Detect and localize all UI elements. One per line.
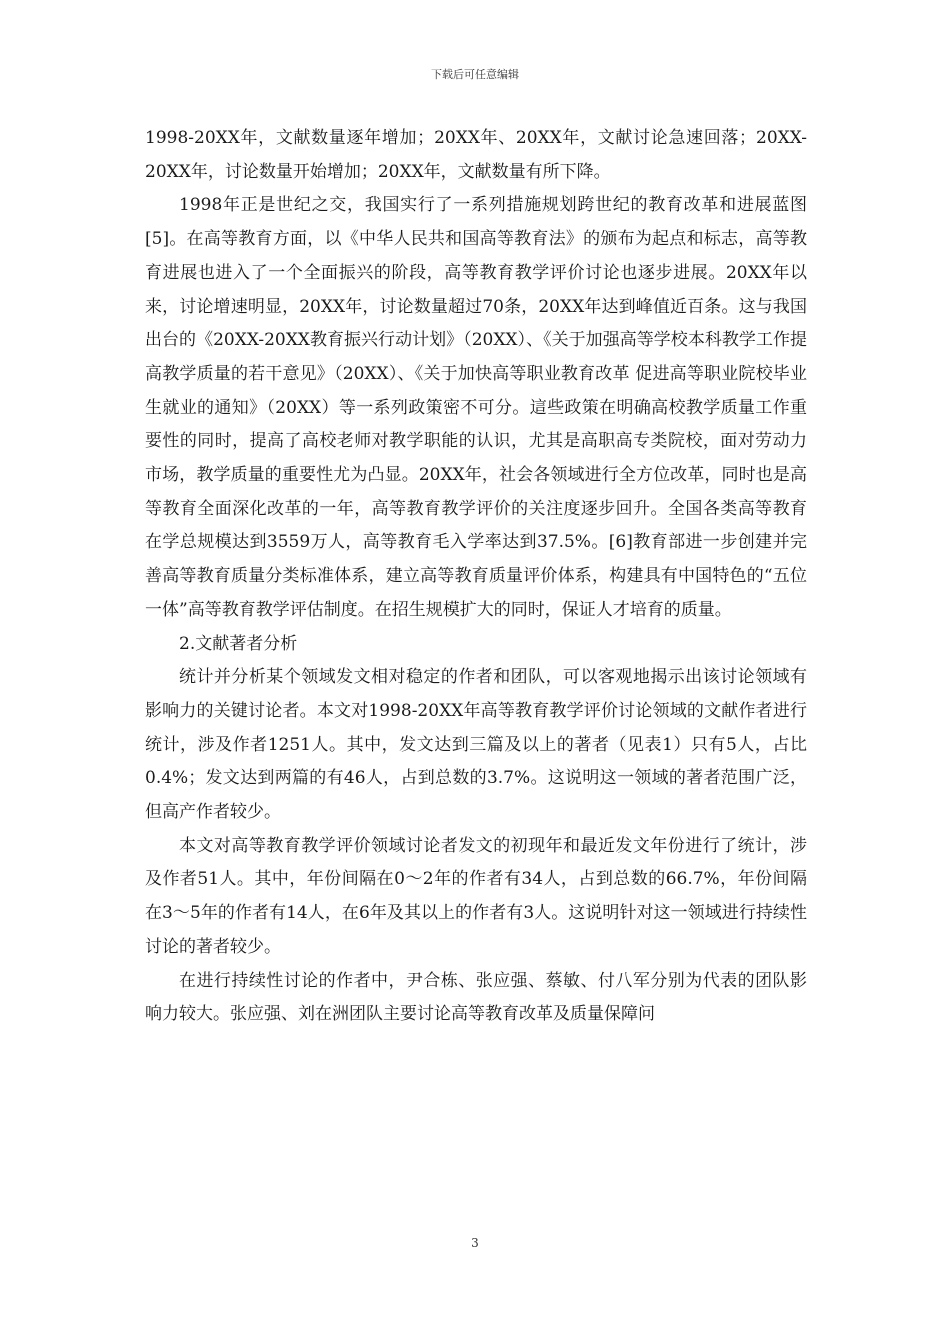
paragraph-trend-summary: 1998-20XX年，文献数量逐年增加；20XX年、20XX年，文献讨论急速回落；20XX-20XX年，讨论数量开始增加；20XX年，文献数量有所下降。 — [145, 128, 807, 182]
paragraph-author-teams: 在进行持续性讨论的作者中，尹合栋、张应强、蔡敏、付八军分别为代表的团队影响力较大。张应强、刘在洲团队主要讨论高等教育改革及质量保障问 — [145, 970, 807, 1025]
paragraph-author-years: 本文对高等教育教学评价领域讨论者发文的初现年和最近发文年份进行了统计，涉及作者51人。其中，年份间隔在0～2年的作者有34人，占到总数的66.7%，年份间隔在3～5年的作者有14人，在6年及其以上的作者有3人。这说明针对这一领域进行持续性讨论的著者较少。 — [145, 835, 807, 957]
page-header-note: 下载后可任意编辑 — [431, 68, 519, 81]
paragraph-author-statistics: 统计并分析某个领域发文相对稳定的作者和团队，可以客观地揭示出该讨论领域有影响力的关键讨论者。本文对1998-20XX年高等教育教学评价讨论领域的文献作者进行统计，涉及作者1251人。其中，发文达到三篇及以上的著者（见表1）只有5人，占比0.4%；发文达到两篇的有46人，占到总数的3.7%。这说明这一领域的著者范围广泛，但高产作者较少。 — [145, 667, 807, 823]
page-number: 3 — [471, 1236, 479, 1250]
paragraph-policy-background: 1998年正是世纪之交，我国实行了一系列措施规划跨世纪的教育改革和进展蓝图[5]。在高等教育方面，以《中华人民共和国高等教育法》的颁布为起点和标志，高等教育进展也进入了一个全面振兴的阶段，高等教育教学评价讨论也逐步进展。20XX年以来，讨论增速明显，20XX年，讨论数量超过70条，20XX年达到峰值近百条。这与我国出台的《20XX-20XX教育振兴行动计划》（20XX）、《关于加强高等学校本科教学工作提高教学质量的若干意见》（20XX）、《关于加快高等职业教育改革 促进高等职业院校毕业生就业的通知》（20XX）等一系列政策密不可分。這些政策在明确高校教学质量工作重要性的同时，提高了高校老师对教学职能的认识，尤其是高职高专类院校，面对劳动力市场，教学质量的重要性尤为凸显。20XX年，社会各领域进行全方位改革，同时也是高等教育全面深化改革的一年，高等教育教学评价的关注度逐步回升。全国各类高等教育在学总规模达到3559万人，高等教育毛入学率达到37.5%。[6]教育部进一步创建并完善高等教育质量分类标准体系，建立高等教育质量评价体系，构建具有中国特色的“五位一体”高等教育教学评估制度。在招生规模扩大的同时，保证人才培育的质量。 — [145, 195, 807, 620]
document-body — [145, 122, 807, 1032]
section-heading-author-analysis: 2.文献著者分析 — [179, 633, 298, 654]
